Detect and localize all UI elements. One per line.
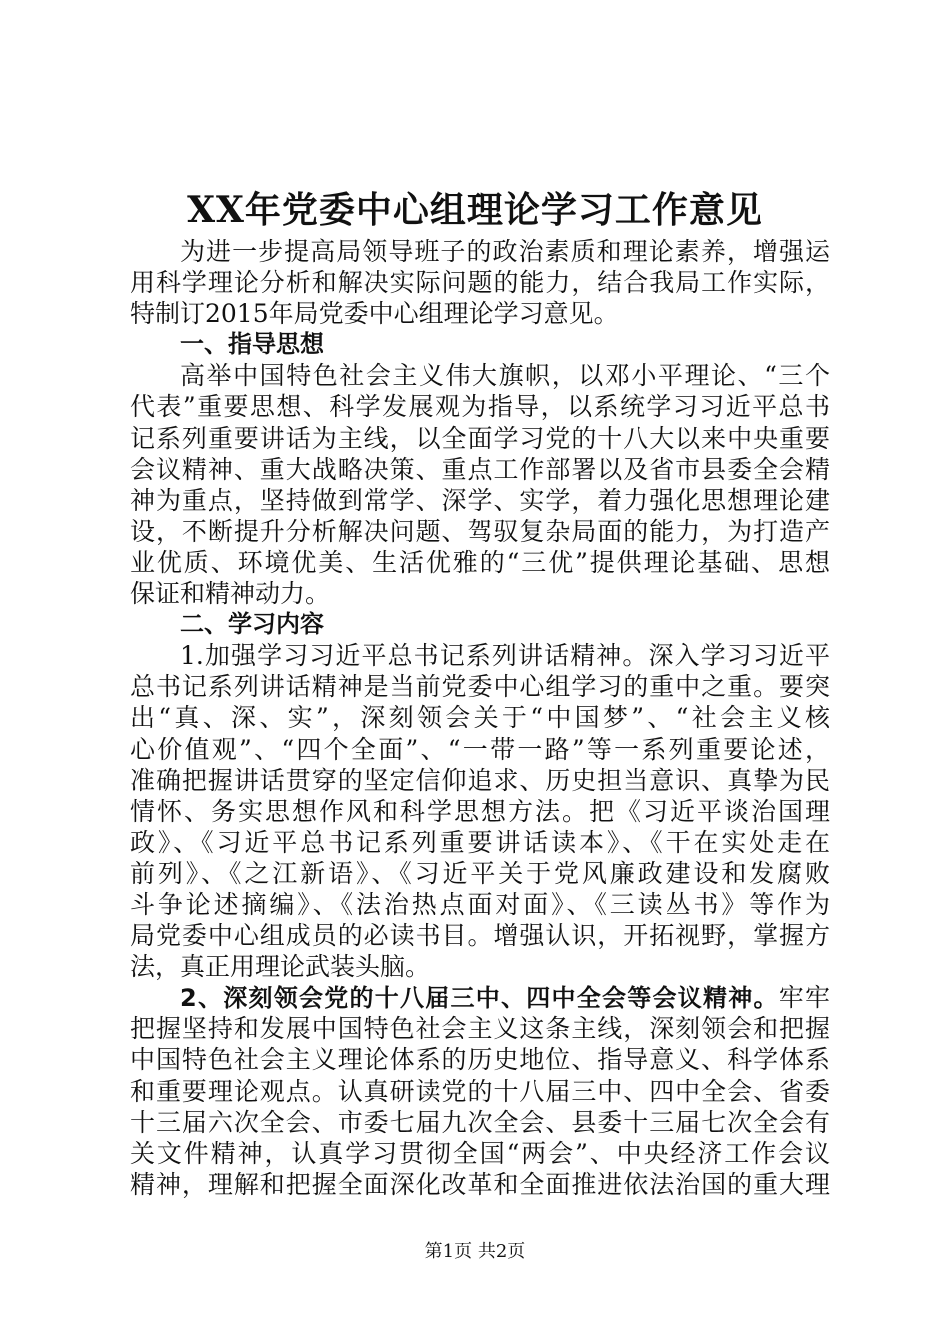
paragraph-line: 局党委中心组成员的必读书目。增强认识，开拓视野，掌握方 bbox=[130, 921, 830, 951]
page-number: 第1页 共2页 bbox=[424, 1241, 526, 1262]
section-heading-guiding-ideology: 一、指导思想 bbox=[180, 330, 324, 359]
paragraph-line: 斗争论述摘编》、《法治热点面对面》、《三读丛书》等作为 bbox=[130, 889, 830, 919]
paragraph-line: 设，不断提升分析解决问题、驾驭复杂局面的能力，为打造产 bbox=[130, 516, 830, 546]
intro-paragraph bbox=[130, 236, 830, 329]
paragraph-line: 中国特色社会主义理论体系的历史地位、指导意义、科学体系 bbox=[130, 1045, 830, 1075]
paragraph-line: 心价值观”、“四个全面”、“一带一路”等一系列重要论述， bbox=[130, 734, 830, 764]
paragraph-line: 保证和精神动力。 bbox=[130, 579, 331, 609]
document-title: XX年党委中心组理论学习工作意见 bbox=[187, 189, 763, 231]
paragraph-line: 记系列重要讲话为主线，以全面学习党的十八大以来中央重要 bbox=[130, 423, 830, 453]
paragraph-line: 十三届六次全会、市委七届九次全会、县委十三届七次全会有 bbox=[130, 1107, 830, 1137]
paragraph-line bbox=[130, 982, 830, 1013]
paragraph-line: 把握坚持和发展中国特色社会主义这条主线，深刻领会和把握 bbox=[130, 1014, 830, 1044]
paragraph-line: 政》、《习近平总书记系列重要讲话读本》、《干在实处走在 bbox=[130, 827, 830, 857]
paragraph-line: 和重要理论观点。认真研读党的十八届三中、四中全会、省委 bbox=[130, 1076, 830, 1106]
paragraph-line: 为进一步提高局领导班子的政治素质和理论素养，增强运 bbox=[180, 237, 830, 266]
guiding-ideology-paragraph bbox=[130, 360, 830, 609]
paragraph-line: 业优质、环境优美、生活优雅的“三优”提供理论基础、思想 bbox=[130, 547, 830, 577]
paragraph-line: 高举中国特色社会主义伟大旗帜，以邓小平理论、“三个 bbox=[180, 361, 830, 391]
document-body bbox=[130, 236, 830, 1200]
paragraph-line: 神为重点，坚持做到常学、深学、实学，着力强化思想理论建 bbox=[130, 485, 830, 515]
paragraph-line: 精神，理解和把握全面深化改革和全面推进依法治国的重大理 bbox=[130, 1169, 830, 1199]
paragraph-line: 总书记系列讲话精神是当前党委中心组学习的重中之重。要突 bbox=[130, 672, 830, 702]
item-2-heading: 2、深刻领会党的十八届三中、四中全会等会议精神。 bbox=[180, 984, 779, 1013]
paragraph-line: 出“真、深、实”，深刻领会关于“中国梦”、“社会主义核 bbox=[130, 703, 830, 733]
item-1-paragraph bbox=[130, 640, 830, 982]
paragraph-line: 用科学理论分析和解决实际问题的能力，结合我局工作实际， bbox=[130, 268, 830, 298]
paragraph-line: 情怀、务实思想作风和科学思想方法。把《习近平谈治国理 bbox=[130, 796, 830, 826]
paragraph-line: 会议精神、重大战略决策、重点工作部署以及省市县委全会精 bbox=[130, 454, 830, 484]
item-2-paragraph bbox=[130, 982, 830, 1200]
paragraph-line: 前列》、《之江新语》、《习近平关于党风廉政建设和发腐败 bbox=[130, 858, 830, 888]
paragraph-line: 法，真正用理论武装头脑。 bbox=[130, 952, 431, 982]
item-2-first-text: 牢牢 bbox=[778, 983, 830, 1013]
paragraph-line: 1.加强学习习近平总书记系列讲话精神。深入学习习近平 bbox=[180, 641, 830, 671]
paragraph-line: 代表”重要思想、科学发展观为指导，以系统学习习近平总书 bbox=[130, 392, 830, 422]
paragraph-line: 关文件精神，认真学习贯彻全国“两会”、中央经济工作会议 bbox=[130, 1138, 830, 1168]
paragraph-line: 特制订2015年局党委中心组理论学习意见。 bbox=[130, 299, 619, 329]
section-heading-study-content: 二、学习内容 bbox=[180, 610, 324, 639]
paragraph-line: 准确把握讲话贯穿的坚定信仰追求、历史担当意识、真挚为民 bbox=[130, 765, 830, 795]
